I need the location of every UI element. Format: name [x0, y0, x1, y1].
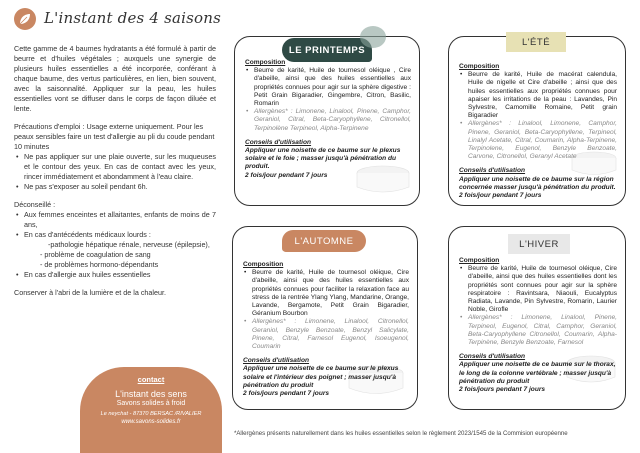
season-label-text: L'ÉTÉ — [521, 36, 551, 48]
usage-heading: Conseils d'utilisation — [459, 167, 526, 175]
season-label-hiver — [508, 234, 570, 254]
allergen-footnote: *Allergènes présents naturellement dans les huiles essentielles selon le règlement 2023/1545 de la Commision européenne — [234, 430, 568, 437]
usage-heading: Conseils d'utilisation — [245, 138, 312, 146]
allergens-text: • Allergènes* : Limonene, Linalool, Citronellol, Geraniol, Benzyle Benzoate, Benzyl Salicylate, Pinene, Citral, Farnesol Eugenol, Isoeugenol, Coumarin — [243, 318, 409, 351]
leaf-icon — [17, 11, 33, 27]
allergens-text: • Allergènes* : Limonene, Linalool, Pinene, Camphor, Geraniol, Citral, Beta-Caryophyllene, Citronellol, Terpinolène Terpineol, Alpha-Terpinene — [245, 108, 411, 133]
contact-address: Le neychat - 87370 BERSAC /RIVALIER — [100, 411, 202, 417]
usage-text: Appliquer une noisette de ce baume sur la région concernée masser jusqu'à pénétration du produit. — [459, 175, 616, 191]
composition-heading: Composition — [459, 257, 500, 264]
usage-duration: 2 fois/jour pendant 7 jours — [245, 171, 328, 179]
contact-name: L'instant des sens — [115, 389, 187, 399]
usage-heading: Conseils d'utilisation — [459, 353, 526, 361]
deconseille-item: • Aux femmes enceintes et allaitantes, enfants de moins de 7 ans, — [14, 210, 216, 230]
usage-duration: 2 fois/jour pendant 7 jours — [459, 192, 542, 200]
season-label-text: L'HIVER — [519, 238, 559, 250]
deconseille-sub: -pathologie hépatique rénale, nerveuse (épilepsie), — [48, 240, 210, 249]
allergens-text: • Allergènes* : Limonene, Linalool, Pinene, Terpineol, Eugenol, Citral, Camphor, Geraniol, Beta-Caryophyllene Citronellol, Coumarin, Alpha-Terpinène, Benzyle Benzoate, Farnesol — [459, 314, 617, 347]
deconseille-list-2 — [14, 270, 216, 280]
usage-text: Appliquer une noisette de ce baume sur le plexus solaire et l'intérieur des poignet ; masser jusqu'à pénétration du produit — [243, 365, 399, 389]
card-automne — [232, 226, 418, 410]
composition-heading: Composition — [243, 261, 284, 268]
deconseille-sub: - problème de coagulation de sang — [40, 250, 151, 259]
intro-paragraph: Cette gamme de 4 baumes hydratants a été formulé à partir de beurre et d'huiles végétales ; auxquels une synergie de plusieurs huiles essentielles a été incorporée, conférant à chaque baume, des vertus particulières, en lien, bien souvent, avec la saisonnalité. Appliquer sur la peau, les huiles essentielles vont se diffuser dans le corps de façon diluée et lente. — [14, 44, 216, 113]
usage-duration: 2 fois/jours pendant 7 jours — [459, 386, 546, 394]
season-label-automne — [282, 230, 366, 252]
usage-text: Appliquer une noisette de ce baume sur le plexus solaire et le foie ; masser jusqu'à pénétration du produit. — [245, 147, 401, 171]
deconseille-title: Déconseillé : — [14, 200, 56, 209]
precaution-item: • Ne pas appliquer sur une plaie ouverte, sur les muqueuses et le contour des yeux. En cas de contact avec les yeux, rincer immédiatement et abondamment à l'eau claire. — [14, 152, 216, 182]
allergens-text: • Allergènes* : Linalool, Limonene, Camphor, Pinene, Geraniol, Beta-Caryophyllene, Terpineol, Linalyl Acetate, Citral, Coumarin, Alpha-Terpinene, Terpinolene, Eugenol, Benzyle Benzoate, Carvone, Citronellol, Geranyl Acetate — [459, 120, 617, 161]
contact-website[interactable]: www.savons-solides.fr — [121, 419, 181, 425]
precaution-item: • Ne pas s'exposer au soleil pendant 6h. — [14, 182, 216, 192]
composition-heading: Composition — [459, 63, 500, 70]
contact-block — [80, 367, 222, 453]
precautions-list — [14, 152, 216, 192]
deconseille-item: • En cas d'antécédents médicaux lourds : — [14, 230, 216, 240]
precautions-intro: Précautions d'emploi : Usage externe uniquement. Pour les peaux sensibles faire un test d'allergie au pli du coude pendant 10 minutes — [14, 122, 215, 151]
composition-text: • Beurre de karité, Huile de tournesol oléique , Cire d'abeille, ainsi que des huiles essentielles aux propriétés connues pour agir sur la sphère digestive : Petit Grain Bigaradier, Gingembre, Citron, Basilic, Romarin — [245, 67, 411, 108]
season-label-text: LE PRINTEMPS — [288, 44, 366, 56]
season-label-text: L'AUTOMNE — [294, 235, 354, 247]
card-ete — [448, 36, 626, 206]
season-label-ete — [506, 32, 566, 52]
composition-heading: Composition — [245, 59, 286, 66]
deconseille-list — [14, 210, 216, 240]
storage-note: Conserver à l'abri de la lumière et de la chaleur. — [14, 288, 166, 297]
usage-duration: 2 fois/jours pendant 7 jours — [243, 390, 330, 398]
deconseille-item: • En cas d'allergie aux huiles essentielles — [14, 270, 216, 280]
composition-text: • Beurre de karité, Huile de tournesol oléique, Cire d'abeille, ainsi que des huiles essentielles dont les propriétés sont connues pour agir sur la sphère respiratoire : Ravintsara, Niaouli, Eucalyptus Radiata, Lavande, Pin Sylvestre, Romarin, Laurier Noble, Girofle — [459, 265, 617, 314]
info-column — [14, 44, 216, 298]
season-label-printemps — [282, 38, 372, 62]
page-title: L'instant des 4 saisons — [44, 9, 222, 27]
season-accent-printemps — [360, 26, 386, 48]
composition-text: • Beurre de karité, Huile de macérat calendula, Huile de nigelle et Cire d'abeille ; ainsi que des huiles essentielles aux propriétés connues pour apaiser les irritations de la peau : Lavandes, Pin Sylvestre, Camomille Romaine, Petit grain Bigaradier — [459, 71, 617, 120]
deconseille-sub: - de problèmes hormono-dépendants — [40, 260, 159, 269]
brand-logo — [14, 8, 36, 30]
contact-title: contact — [137, 375, 165, 384]
usage-text: Appliquer une noisette de ce baume sur le thorax, le long de la colonne vertébrale ; masser jusqu'à pénétration du produit — [459, 361, 616, 385]
composition-text: • Beurre de karité, Huile de tournesol oléique, Cire d'abeille, ainsi que des huiles essentielles aux propriétés connues pour faciliter la relaxation face au stress de la rentrée Ylang Ylang, Mandarine, Orange, Lavande, Bergamote, Petit Grain Bigaradier, Géranium Bourbon — [243, 269, 409, 318]
usage-heading: Conseils d'utilisation — [243, 357, 310, 365]
contact-subtitle: Savons solides à froid — [116, 400, 186, 407]
